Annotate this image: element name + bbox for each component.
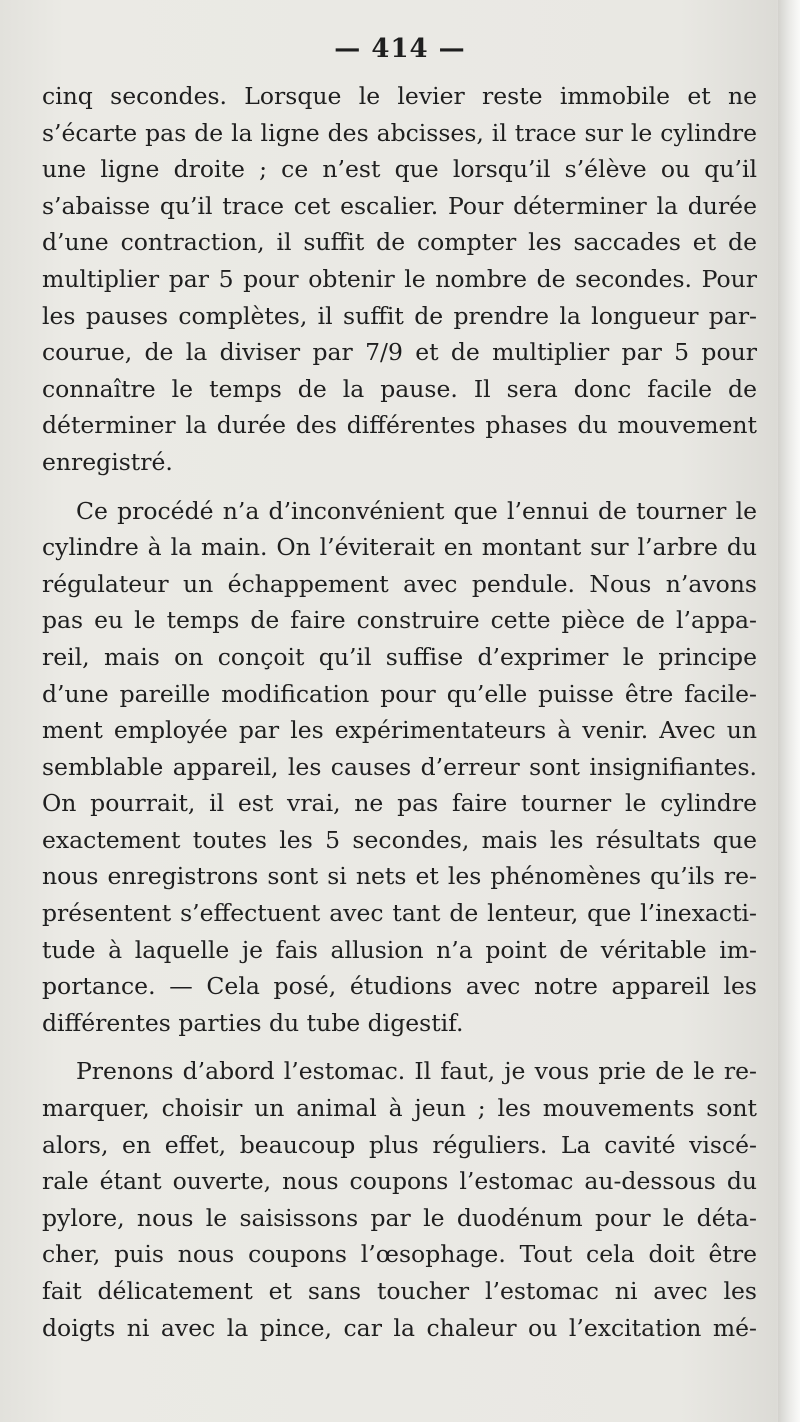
text-line: régulateur un échappement avec pendule. Nous n’avons bbox=[42, 569, 757, 598]
text-line: cinq secondes. Lorsque le levier reste immobile et ne bbox=[42, 82, 757, 110]
paragraph-gap bbox=[42, 1041, 757, 1053]
text-line: tude à laquelle je fais allusion n’a point de véritable im- bbox=[42, 935, 757, 964]
paragraph-3 bbox=[42, 1053, 757, 1346]
text-line: les pauses complètes, il suffit de prendre la longueur par- bbox=[42, 301, 757, 330]
text-line: marquer, choisir un animal à jeun ; les mouvements sont bbox=[42, 1094, 757, 1123]
page-edge-shadow bbox=[778, 0, 800, 1422]
text-line: s’écarte pas de la ligne des abcisses, il trace sur le cylindre bbox=[42, 118, 757, 147]
text-line: présentent s’effectuent avec tant de lenteur, que l’inexacti- bbox=[42, 899, 757, 928]
text-line: multiplier par 5 pour obtenir le nombre de secondes. Pour bbox=[42, 264, 757, 293]
text-line: connaître le temps de la pause. Il sera donc facile de bbox=[42, 374, 757, 403]
text-line: ment employée par les expérimentateurs à venir. Avec un bbox=[42, 716, 757, 745]
text-line: portance. — Cela posé, étudions avec notre appareil les bbox=[42, 972, 757, 1001]
text-line: On pourrait, il est vrai, ne pas faire tourner le cylindre bbox=[42, 789, 757, 818]
page-number: — 414 — bbox=[334, 34, 466, 64]
text-line: courue, de la diviser par 7/9 et de multiplier par 5 pour bbox=[42, 338, 757, 367]
text-line: reil, mais on conçoit qu’il suffise d’exprimer le principe bbox=[42, 642, 757, 671]
page-body bbox=[42, 78, 757, 1346]
text-line: une ligne droite ; ce n’est que lorsqu’il s’élève ou qu’il bbox=[42, 155, 757, 184]
text-line: rale étant ouverte, nous coupons l’estomac au-dessous du bbox=[42, 1167, 757, 1196]
text-line: alors, en effet, beaucoup plus réguliers. La cavité viscé- bbox=[42, 1130, 757, 1159]
text-line: Ce procédé n’a d’inconvénient que l’ennui de tourner le bbox=[76, 496, 757, 525]
text-line: Prenons d’abord l’estomac. Il faut, je vous prie de le re- bbox=[76, 1057, 757, 1086]
text-line: semblable appareil, les causes d’erreur sont insignifiantes. bbox=[42, 752, 757, 781]
text-line: d’une contraction, il suffit de compter les saccades et de bbox=[42, 228, 757, 257]
text-line: d’une pareille modification pour qu’elle puisse être facile- bbox=[42, 679, 757, 708]
text-line: doigts ni avec la pince, car la chaleur ou l’excitation mé- bbox=[42, 1313, 757, 1342]
text-line: exactement toutes les 5 secondes, mais les résultats que bbox=[42, 825, 757, 854]
text-line: cylindre à la main. On l’éviterait en montant sur l’arbre du bbox=[42, 533, 757, 562]
text-line: pas eu le temps de faire construire cette pièce de l’appa- bbox=[42, 606, 757, 635]
text-line: fait délicatement et sans toucher l’estomac ni avec les bbox=[42, 1277, 757, 1305]
paragraph-gap bbox=[42, 481, 757, 493]
text-line: cher, puis nous coupons l’œsophage. Tout cela doit être bbox=[42, 1240, 757, 1269]
text-line: nous enregistrons sont si nets et les phénomènes qu’ils re- bbox=[42, 862, 757, 891]
text-line: enregistré. bbox=[42, 447, 173, 476]
text-line: différentes parties du tube digestif. bbox=[42, 1008, 464, 1037]
paragraph-1 bbox=[42, 78, 757, 481]
text-line: pylore, nous le saisissons par le duodénum pour le déta- bbox=[42, 1203, 757, 1232]
paragraph-2 bbox=[42, 493, 757, 1042]
text-line: s’abaisse qu’il trace cet escalier. Pour déterminer la durée bbox=[42, 191, 757, 220]
text-line: déterminer la durée des différentes phases du mouvement bbox=[42, 411, 757, 440]
